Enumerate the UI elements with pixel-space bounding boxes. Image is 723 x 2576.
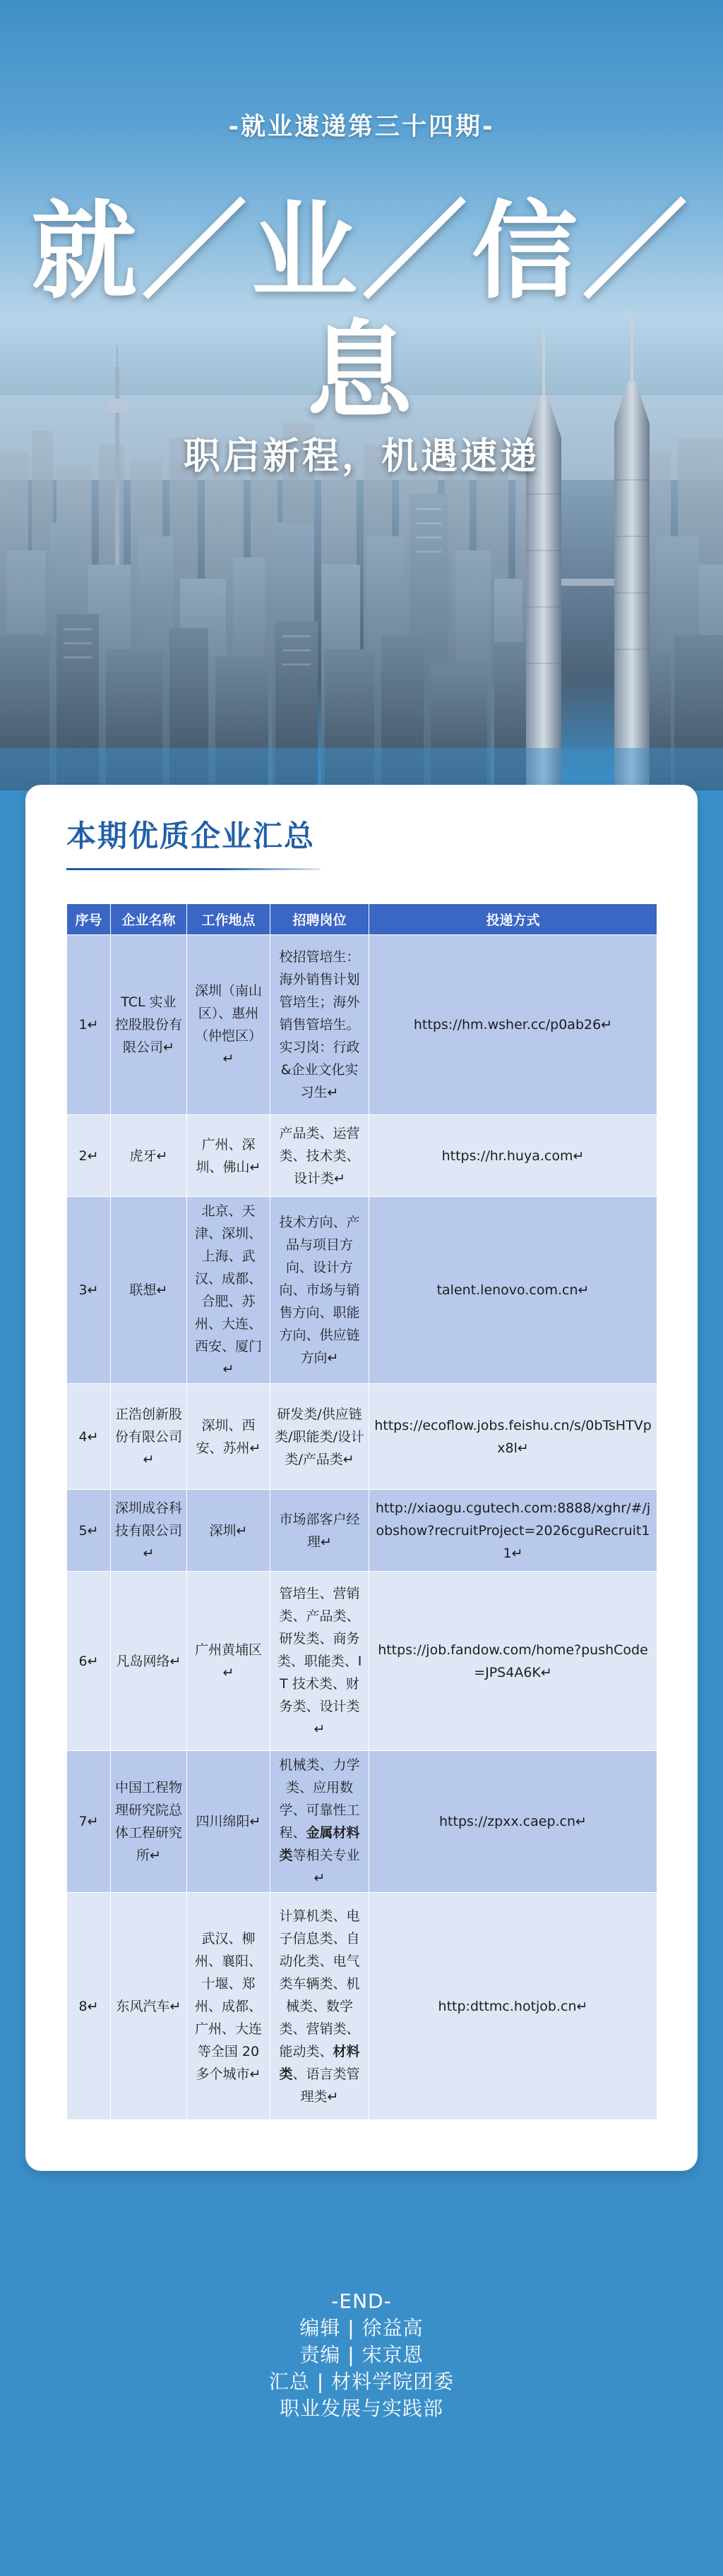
header-location: 工作地点 [187, 904, 270, 935]
row-apply-link[interactable]: https://zpxx.caep.cn↵ [369, 1751, 657, 1893]
row-company: 中国工程物理研究院总体工程研究所↵ [111, 1751, 187, 1893]
row-no: 2↵ [67, 1115, 111, 1197]
row-company: 正浩创新股份有限公司↵ [111, 1384, 187, 1490]
slogan: 职启新程，机遇速递 [183, 435, 539, 478]
row-company: 虎牙↵ [111, 1115, 187, 1197]
row-jobs: 研发类/供应链类/职能类/设计类/产品类↵ [270, 1384, 369, 1490]
title-underline [66, 868, 321, 870]
row-no: 8↵ [67, 1893, 111, 2120]
table-row [67, 1893, 657, 2120]
department-credit: 职业发展与实践部 [279, 2397, 443, 2420]
row-apply-link[interactable]: https://ecoflow.jobs.feishu.cn/s/0bTsHTVpx8l↵ [369, 1384, 657, 1490]
row-apply-link[interactable]: https://job.fandow.com/home?pushCode=JPS4A6K↵ [369, 1572, 657, 1751]
header-company: 企业名称 [111, 904, 187, 935]
row-no: 7↵ [67, 1751, 111, 1893]
table-row [67, 1197, 657, 1384]
row-jobs: 校招管培生：海外销售计划管培生；海外销售管培生。实习岗：行政&企业文化实习生↵ [270, 935, 369, 1115]
row-company: TCL 实业控股股份有限公司↵ [111, 935, 187, 1115]
company-table [66, 903, 657, 2120]
row-no: 1↵ [67, 935, 111, 1115]
row-location: 深圳、西安、苏州↵ [187, 1384, 270, 1490]
table-row [67, 935, 657, 1115]
row-location: 北京、天津、深圳、上海、武汉、成都、合肥、苏州、大连、西安、厦门↵ [187, 1197, 270, 1384]
row-apply-link[interactable]: https://hm.wsher.cc/p0ab26↵ [369, 935, 657, 1115]
row-no: 5↵ [67, 1490, 111, 1572]
row-jobs: 机械类、力学类、应用数学、可靠性工程、金属材料类等相关专业↵ [270, 1751, 369, 1893]
chief-editor-credit: 责编 | 宋京恩 [299, 2343, 424, 2366]
row-location: 广州、深圳、佛山↵ [187, 1115, 270, 1197]
row-company: 深圳成谷科技有限公司↵ [111, 1490, 187, 1572]
row-apply-link[interactable]: talent.lenovo.com.cn↵ [369, 1197, 657, 1384]
header-apply: 投递方式 [369, 904, 657, 935]
row-apply-link[interactable]: http://xiaogu.cgutech.com:8888/xghr/#/jobshow?recruitProject=2026cguRecruit11↵ [369, 1490, 657, 1572]
row-location: 武汉、柳州、襄阳、十堰、郑州、成都、广州、大连等全国 20 多个城市↵ [187, 1893, 270, 2120]
row-no: 6↵ [67, 1572, 111, 1751]
row-company: 联想↵ [111, 1197, 187, 1384]
editor-credit: 编辑 | 徐益高 [299, 2316, 424, 2340]
row-jobs: 管培生、营销类、产品类、研发类、商务类、职能类、IT 技术类、财务类、设计类↵ [270, 1572, 369, 1751]
row-apply-link[interactable]: http:dttmc.hotjob.cn↵ [369, 1893, 657, 2120]
compiler-credit: 汇总 | 材料学院团委 [268, 2370, 455, 2393]
row-company: 凡岛网络↵ [111, 1572, 187, 1751]
table-row [67, 1490, 657, 1572]
row-company: 东风汽车↵ [111, 1893, 187, 2120]
row-location: 深圳（南山区）、惠州（仲恺区）↵ [187, 935, 270, 1115]
table-row [67, 1572, 657, 1751]
end-marker: -END- [331, 2289, 392, 2313]
row-jobs: 市场部客户经理↵ [270, 1490, 369, 1572]
company-summary-card [25, 785, 698, 2171]
row-jobs: 产品类、运营类、技术类、设计类↵ [270, 1115, 369, 1197]
row-location: 四川绵阳↵ [187, 1751, 270, 1893]
row-location: 深圳↵ [187, 1490, 270, 1572]
issue-line: -就业速递第三十四期- [228, 113, 495, 141]
row-apply-link[interactable]: https://hr.huya.com↵ [369, 1115, 657, 1197]
page-title: 就／业／信／息 [30, 191, 692, 433]
row-jobs: 计算机类、电子信息类、自动化类、电气类车辆类、机械类、数学类、营销类、能动类、材料类、语言类管理类↵ [270, 1893, 369, 2120]
header-no: 序号 [67, 904, 111, 935]
header-jobs: 招聘岗位 [270, 904, 369, 935]
row-location: 广州黄埔区↵ [187, 1572, 270, 1751]
footer-credits [0, 2288, 723, 2422]
row-no: 3↵ [67, 1197, 111, 1384]
table-row [67, 1384, 657, 1490]
row-jobs: 技术方向、产品与项目方向、设计方向、市场与销售方向、职能方向、供应链方向↵ [270, 1197, 369, 1384]
row-no: 4↵ [67, 1384, 111, 1490]
table-row [67, 1115, 657, 1197]
card-title: 本期优质企业汇总 [66, 819, 316, 853]
table-header-row [67, 904, 657, 935]
hero-banner [0, 0, 723, 790]
table-row [67, 1751, 657, 1893]
